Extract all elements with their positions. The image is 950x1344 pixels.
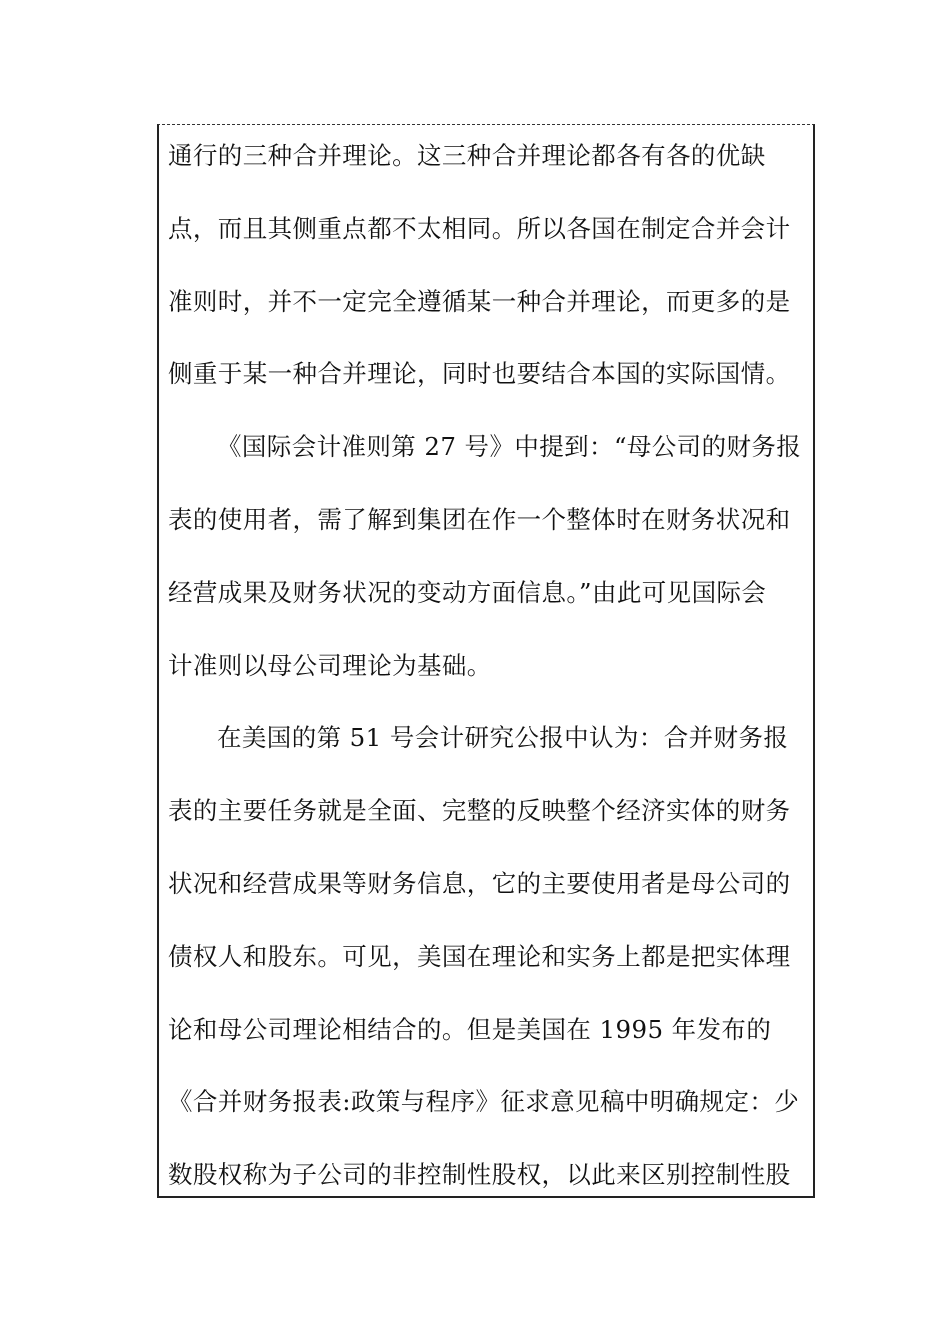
text-line: 数股权称为子公司的非控制性股权，以此来区别控制性股 [168,1160,791,1190]
document-body [168,133,810,1225]
text-line: 准则时，并不一定完全遵循某一种合并理论，而更多的是 [168,286,791,316]
text-line: 点，而且其侧重点都不太相同。所以各国在制定合并会计 [168,213,791,243]
paragraph-start-line: 《国际会计准则第 27 号》中提到：“母公司的财务报 [217,432,802,462]
text-line: 状况和经营成果等财务信息，它的主要使用者是母公司的 [168,868,791,898]
text-line: 表的主要任务就是全面、完整的反映整个经济实体的财务 [168,796,791,826]
text-line: 侧重于某一种合并理论，同时也要结合本国的实际国情。 [168,359,791,389]
paragraph-start-line: 在美国的第 51 号会计研究公报中认为：合并财务报 [217,723,789,753]
text-line: 计准则以母公司理论为基础。 [168,650,492,680]
text-line: 《合并财务报表:政策与程序》征求意见稿中明确规定：少 [168,1087,800,1117]
text-line: 债权人和股东。可见，美国在理论和实务上都是把实体理 [168,941,791,971]
text-line: 通行的三种合并理论。这三种合并理论都各有各的优缺 [168,141,766,170]
text-line: 表的使用者，需了解到集团在作一个整体时在财务状况和 [168,504,791,534]
text-line: 经营成果及财务状况的变动方面信息。”由此可见国际会 [168,577,767,607]
text-line: 论和母公司理论相结合的。但是美国在 1995 年发布的 [168,1014,772,1044]
